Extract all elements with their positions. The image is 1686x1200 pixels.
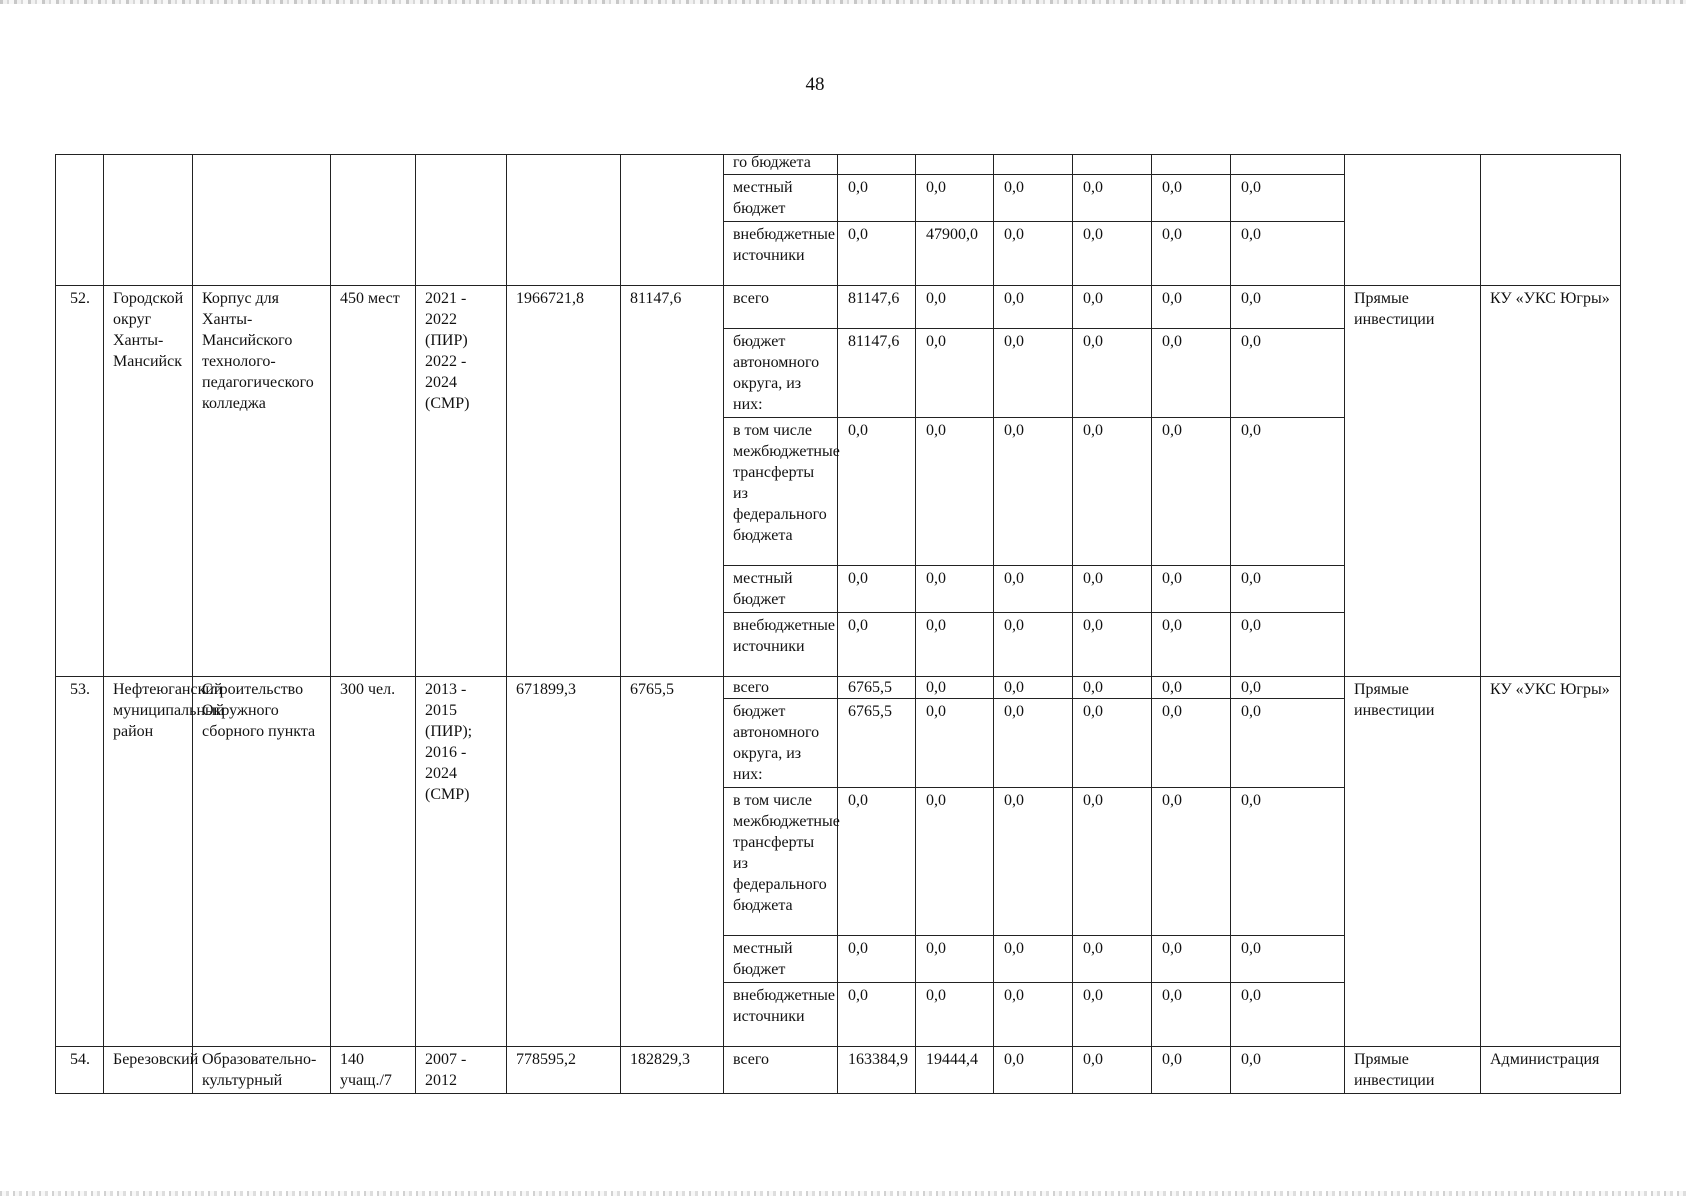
value-cell: 0,0 (1152, 983, 1231, 1047)
investment-table (55, 154, 1621, 1094)
value-cell: 0,0 (916, 677, 994, 699)
source-cell: внебюджетные источники (724, 983, 838, 1047)
remaining-cell: 6765,5 (621, 677, 724, 1047)
cost-cell: 671899,3 (507, 677, 621, 1047)
municipality-cell: Березовский (104, 1047, 193, 1094)
value-cell: 0,0 (838, 566, 916, 613)
value-cell: 0,0 (916, 983, 994, 1047)
value-cell: 0,0 (916, 566, 994, 613)
value-cell: 0,0 (994, 613, 1073, 677)
value-cell: 0,0 (1231, 613, 1345, 677)
value-cell: 0,0 (1152, 418, 1231, 566)
value-cell: 0,0 (838, 175, 916, 222)
value-cell: 0,0 (916, 286, 994, 329)
value-cell: 0,0 (1152, 329, 1231, 418)
period-cell: 2013 - 2015 (ПИР); 2016 - 2024 (СМР) (416, 677, 507, 1047)
value-cell: 0,0 (916, 699, 994, 788)
value-cell: 0,0 (994, 788, 1073, 936)
capacity-cell: 140 учащ./7 (331, 1047, 416, 1094)
value-cell: 81147,6 (838, 329, 916, 418)
value-cell: 0,0 (994, 699, 1073, 788)
source-cell: всего (724, 286, 838, 329)
value-cell: 81147,6 (838, 286, 916, 329)
value-cell: 0,0 (1231, 699, 1345, 788)
value-cell: 0,0 (1231, 677, 1345, 699)
customer-cell: КУ «УКС Югры» (1481, 677, 1621, 1047)
object-cell: Образовательно-культурный (193, 1047, 331, 1094)
source-cell: местный бюджет (724, 936, 838, 983)
value-cell: 0,0 (1152, 699, 1231, 788)
source-cell: внебюджетные источники (724, 613, 838, 677)
value-cell: 0,0 (994, 418, 1073, 566)
value-cell (1073, 155, 1152, 175)
value-cell (1152, 155, 1231, 175)
value-cell: 0,0 (1073, 936, 1152, 983)
value-cell: 0,0 (916, 788, 994, 936)
source-cell: всего (724, 1047, 838, 1094)
value-cell: 0,0 (1231, 329, 1345, 418)
row-number: 53. (56, 677, 104, 1047)
value-cell: 0,0 (1152, 936, 1231, 983)
source-cell: в том числе межбюджетные трансферты из федерального бюджета (724, 788, 838, 936)
value-cell: 0,0 (1073, 418, 1152, 566)
value-cell: 0,0 (1073, 699, 1152, 788)
value-cell: 0,0 (1231, 175, 1345, 222)
remaining-cell: 81147,6 (621, 286, 724, 677)
value-cell: 0,0 (1152, 613, 1231, 677)
value-cell: 0,0 (1152, 566, 1231, 613)
capacity-cell: 450 мест (331, 286, 416, 677)
customer-cell: Администрация (1481, 1047, 1621, 1094)
value-cell (1231, 155, 1345, 175)
mechanism-cell: Прямые инвестиции (1345, 677, 1481, 1047)
value-cell: 0,0 (1152, 175, 1231, 222)
source-cell: местный бюджет (724, 566, 838, 613)
source-cell: всего (724, 677, 838, 699)
value-cell: 0,0 (1231, 418, 1345, 566)
period-cell: 2007 - 2012 (416, 1047, 507, 1094)
value-cell: 0,0 (838, 788, 916, 936)
mechanism-cell: Прямые инвестиции (1345, 286, 1481, 677)
value-cell: 0,0 (994, 175, 1073, 222)
source-cell: бюджет автономного округа, из них: (724, 699, 838, 788)
value-cell: 0,0 (1073, 677, 1152, 699)
cost-cell: 778595,2 (507, 1047, 621, 1094)
value-cell: 19444,4 (916, 1047, 994, 1094)
value-cell: 0,0 (838, 983, 916, 1047)
source-cell: местный бюджет (724, 175, 838, 222)
value-cell: 0,0 (1152, 222, 1231, 286)
value-cell: 0,0 (838, 222, 916, 286)
value-cell (838, 155, 916, 175)
value-cell: 0,0 (1073, 222, 1152, 286)
value-cell: 0,0 (916, 613, 994, 677)
scan-edge-top (0, 0, 1686, 4)
period-cell: 2021 - 2022 (ПИР) 2022 - 2024 (СМР) (416, 286, 507, 677)
table-row (56, 677, 1621, 699)
remaining-cell: 182829,3 (621, 1047, 724, 1094)
row-number: 52. (56, 286, 104, 677)
table-row (56, 286, 1621, 329)
value-cell: 47900,0 (916, 222, 994, 286)
value-cell: 0,0 (916, 936, 994, 983)
value-cell: 0,0 (916, 329, 994, 418)
value-cell: 0,0 (1073, 1047, 1152, 1094)
value-cell: 6765,5 (838, 677, 916, 699)
value-cell: 0,0 (1073, 286, 1152, 329)
value-cell: 0,0 (994, 1047, 1073, 1094)
capacity-cell: 300 чел. (331, 677, 416, 1047)
municipality-cell: Нефтеюганский муниципальный район (104, 677, 193, 1047)
source-cell: в том числе межбюджетные трансферты из федерального бюджета (724, 418, 838, 566)
value-cell: 163384,9 (838, 1047, 916, 1094)
value-cell: 0,0 (1073, 788, 1152, 936)
table-row (56, 1047, 1621, 1094)
cost-cell: 1966721,8 (507, 286, 621, 677)
value-cell: 0,0 (994, 936, 1073, 983)
value-cell: 0,0 (1231, 566, 1345, 613)
value-cell: 0,0 (994, 677, 1073, 699)
value-cell: 0,0 (1152, 1047, 1231, 1094)
value-cell: 0,0 (1073, 566, 1152, 613)
source-cell: го бюджета (724, 155, 838, 175)
value-cell: 0,0 (838, 418, 916, 566)
value-cell: 0,0 (994, 286, 1073, 329)
row-number: 54. (56, 1047, 104, 1094)
value-cell: 0,0 (1231, 788, 1345, 936)
value-cell (994, 155, 1073, 175)
object-cell: Строительство Окружного сборного пункта (193, 677, 331, 1047)
page-number: 48 (805, 74, 825, 95)
value-cell: 0,0 (1152, 286, 1231, 329)
customer-cell: КУ «УКС Югры» (1481, 286, 1621, 677)
value-cell: 0,0 (838, 936, 916, 983)
value-cell: 0,0 (994, 983, 1073, 1047)
source-cell: бюджет автономного округа, из них: (724, 329, 838, 418)
municipality-cell: Городской округ Ханты-Мансийск (104, 286, 193, 677)
value-cell: 0,0 (994, 222, 1073, 286)
value-cell: 0,0 (1231, 1047, 1345, 1094)
value-cell: 6765,5 (838, 699, 916, 788)
value-cell: 0,0 (994, 566, 1073, 613)
value-cell: 0,0 (994, 329, 1073, 418)
value-cell: 0,0 (1231, 222, 1345, 286)
value-cell: 0,0 (1073, 983, 1152, 1047)
value-cell: 0,0 (1231, 936, 1345, 983)
value-cell: 0,0 (1231, 286, 1345, 329)
scan-edge-bottom (0, 1191, 1686, 1196)
value-cell: 0,0 (1152, 677, 1231, 699)
value-cell: 0,0 (916, 418, 994, 566)
value-cell: 0,0 (1073, 613, 1152, 677)
value-cell: 0,0 (838, 613, 916, 677)
value-cell: 0,0 (1073, 175, 1152, 222)
value-cell: 0,0 (916, 175, 994, 222)
table-row (56, 155, 1621, 175)
value-cell: 0,0 (1152, 788, 1231, 936)
value-cell: 0,0 (1231, 983, 1345, 1047)
source-cell: внебюджетные источники (724, 222, 838, 286)
object-cell: Корпус для Ханты-Мансийского технолого-педагогического колледжа (193, 286, 331, 677)
value-cell (916, 155, 994, 175)
mechanism-cell: Прямые инвестиции (1345, 1047, 1481, 1094)
value-cell: 0,0 (1073, 329, 1152, 418)
